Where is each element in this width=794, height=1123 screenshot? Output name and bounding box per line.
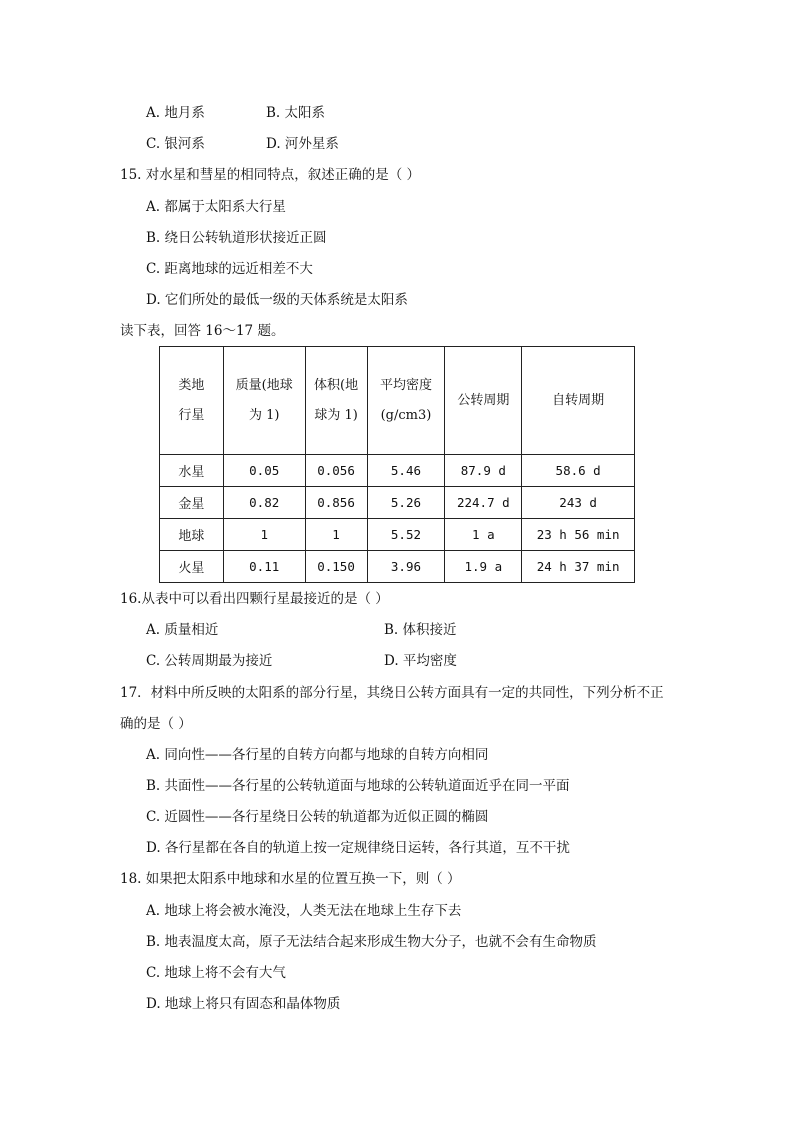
table-cell: 243 d [522, 487, 635, 519]
q15-option-b: B. 绕日公转轨道形状接近正圆 [146, 230, 327, 246]
table-cell: 5.46 [367, 455, 445, 487]
q18-stem: 18. 如果把太阳系中地球和水星的位置互换一下，则（ ） [120, 871, 461, 887]
table-cell: 金星 [160, 487, 224, 519]
q16-option-d: D. 平均密度 [384, 653, 457, 669]
q15-option-a: A. 都属于太阳系大行星 [146, 199, 286, 215]
table-cell: 1.9 a [445, 551, 522, 583]
table-row [160, 455, 635, 487]
table-cell: 0.056 [305, 455, 367, 487]
q16-option-c: C. 公转周期最为接近 [146, 653, 273, 669]
q17-stem-line2: 确的是（ ） [120, 716, 192, 732]
table-cell: 23 h 56 min [522, 519, 635, 551]
q17-option-c: C. 近圆性——各行星绕日公转的轨道都为近似正圆的椭圆 [146, 809, 489, 825]
q17-option-a: A. 同向性——各行星的自转方向都与地球的自转方向相同 [146, 747, 489, 763]
table-cell: 87.9 d [445, 455, 522, 487]
q15-option-d: D. 它们所处的最低一级的天体系统是太阳系 [146, 292, 408, 308]
q17-option-d: D. 各行星都在各自的轨道上按一定规律绕日运转，各行其道，互不干扰 [146, 840, 570, 856]
header-cell-revolution: 公转周期 [445, 347, 522, 455]
q16-option-b: B. 体积接近 [384, 622, 457, 638]
table-cell: 24 h 37 min [522, 551, 635, 583]
q14-option-d: D. 河外星系 [266, 136, 339, 152]
header-cell-mass: 质量(地球 为 1) [223, 347, 305, 455]
table-cell: 火星 [160, 551, 224, 583]
q14-option-a: A. 地月系 [146, 105, 205, 121]
q18-option-a: A. 地球上将会被水淹没，人类无法在地球上生存下去 [146, 903, 462, 919]
table-cell: 5.26 [367, 487, 445, 519]
q17-stem-line1: 17．材料中所反映的太阳系的部分行星，其绕日公转方面具有一定的共同性，下列分析不正 [120, 685, 664, 701]
table-cell: 0.05 [223, 455, 305, 487]
table-cell: 0.11 [223, 551, 305, 583]
q15-stem: 15. 对水星和彗星的相同特点，叙述正确的是（ ） [120, 167, 421, 183]
table-cell: 1 a [445, 519, 522, 551]
table-cell: 水星 [160, 455, 224, 487]
q14-option-c: C. 银河系 [146, 136, 205, 152]
table-cell: 1 [223, 519, 305, 551]
q18-option-b: B. 地表温度太高，原子无法结合起来形成生物大分子，也就不会有生命物质 [146, 934, 597, 950]
header-cell-rotation: 自转周期 [522, 347, 635, 455]
table-cell: 0.150 [305, 551, 367, 583]
table-intro: 读下表，回答 16～17 题。 [120, 323, 285, 339]
table-row [160, 487, 635, 519]
q16-stem: 16.从表中可以看出四颗行星最接近的是（ ） [120, 591, 389, 607]
table-cell: 地球 [160, 519, 224, 551]
table-cell: 224.7 d [445, 487, 522, 519]
table-cell: 0.82 [223, 487, 305, 519]
table-cell: 58.6 d [522, 455, 635, 487]
header-cell-volume: 体积(地 球为 1) [305, 347, 367, 455]
planet-data-table [159, 346, 635, 583]
table-cell: 0.856 [305, 487, 367, 519]
table-row [160, 551, 635, 583]
table-cell: 1 [305, 519, 367, 551]
q18-option-c: C. 地球上将不会有大气 [146, 965, 286, 981]
q18-option-d: D. 地球上将只有固态和晶体物质 [146, 996, 341, 1012]
header-cell-density: 平均密度 (g/cm3) [367, 347, 445, 455]
q15-option-c: C. 距离地球的远近相差不大 [146, 261, 313, 277]
header-cell-planet: 类地 行星 [160, 347, 224, 455]
q17-option-b: B. 共面性——各行星的公转轨道面与地球的公转轨道面近乎在同一平面 [146, 778, 570, 794]
table-header-row [160, 347, 635, 455]
q14-option-b: B. 太阳系 [266, 105, 326, 121]
q16-option-a: A. 质量相近 [146, 622, 219, 638]
table-cell: 5.52 [367, 519, 445, 551]
table-cell: 3.96 [367, 551, 445, 583]
table-row [160, 519, 635, 551]
